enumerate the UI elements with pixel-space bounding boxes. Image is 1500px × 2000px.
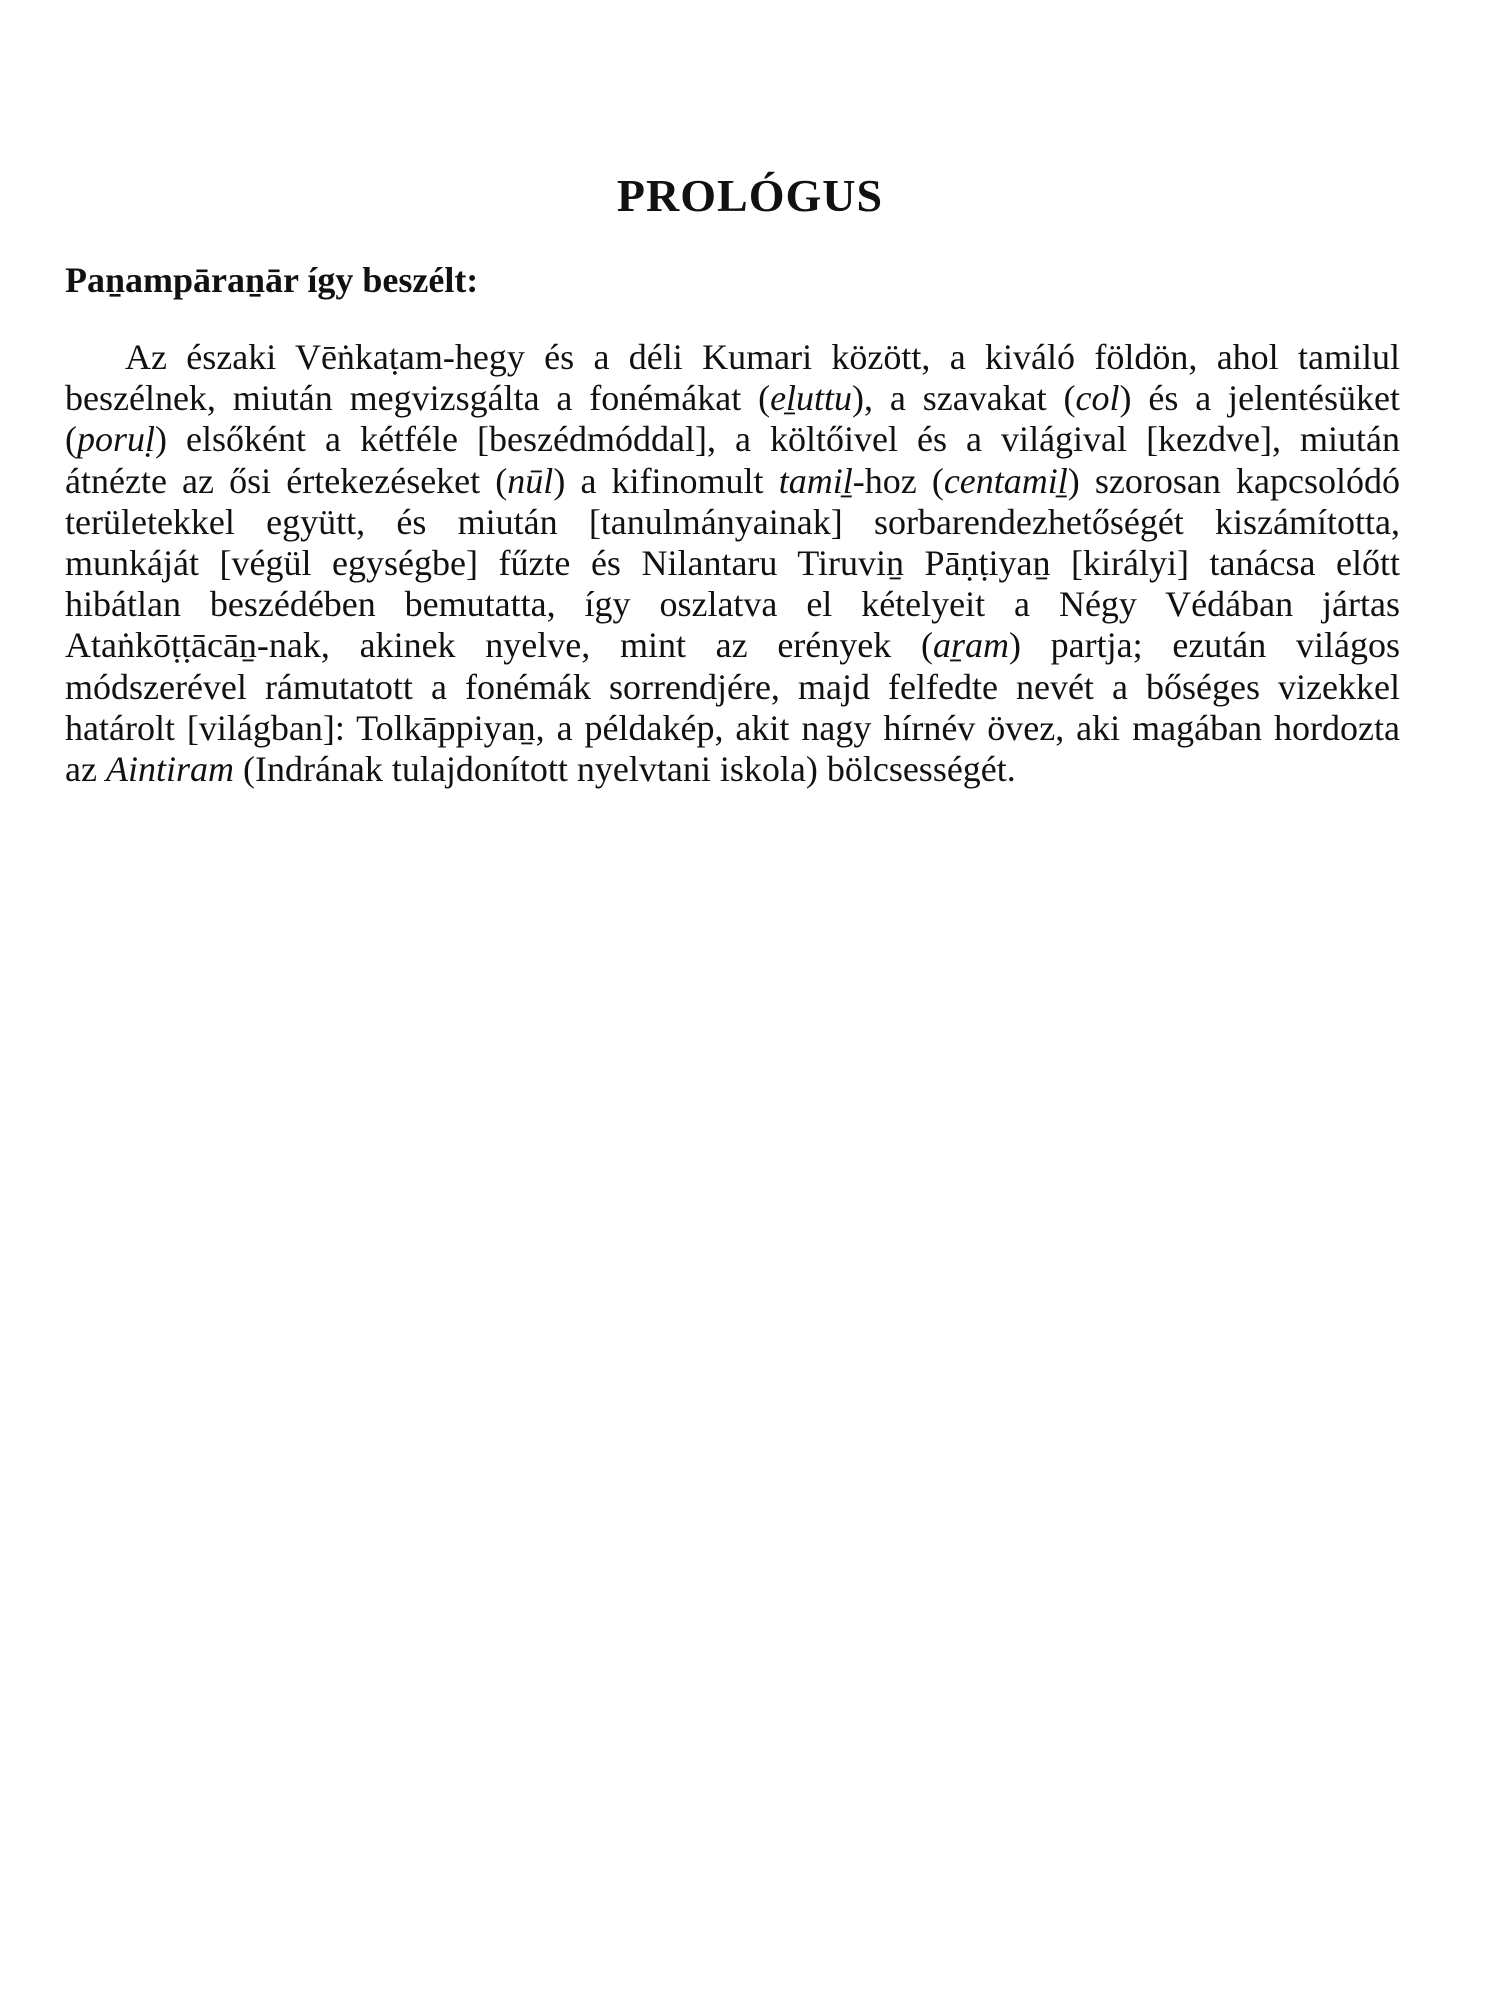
text-run: -hoz ( bbox=[852, 460, 944, 501]
text-run: ) elsőként a kétféle [beszédmóddal], a költőivel és a világival [kezdve], miután átnézte az ősi értekezéseket ( bbox=[65, 419, 1400, 501]
italic-term: Aintiram bbox=[105, 749, 234, 790]
page-title: PROLÓGUS bbox=[616, 170, 884, 221]
text-run: ) partja; ezután világos módszerével rámutatott a fonémák sorrendjére, majd felfedte nevét a bőséges vizekkel határolt [világban]: Tolkāppiyaṉ, a példakép, akit nagy hírnév övez, aki magában hordozta az bbox=[65, 625, 1400, 790]
text-run: ), a szavakat ( bbox=[852, 378, 1076, 419]
text-run: Az északi Vēṅkaṭam-hegy és a déli Kumari között, a kiváló földön, ahol tamilul beszélnek, miután megvizsgálta a fonémákat ( bbox=[65, 337, 1400, 419]
italic-term: nūl bbox=[507, 460, 554, 501]
italic-term: tamiḻ bbox=[778, 460, 853, 501]
italic-term: eḻuttu bbox=[770, 378, 853, 419]
text-run: ) szorosan kapcsolódó területekkel együtt, és miután [tanulmányainak] sorbarendezhetőségét kiszámította, munkáját [végül egységbe] fűzte és Nilantaru Tiruviṉ Pāṇṭiyaṉ [királyi] tanácsa előtt hibátlan beszédében bemutatta, így oszlatva el kételyeit a Négy Védában jártas Ataṅkōṭṭācāṉ-nak, akinek nyelve, mint az erények ( bbox=[65, 460, 1400, 666]
speaker-heading: Paṉampāraṉār így beszélt: bbox=[65, 260, 479, 300]
italic-term: centamiḻ bbox=[943, 460, 1068, 501]
italic-term: col bbox=[1075, 378, 1120, 419]
text-run: (Indrának tulajdonított nyelvtani iskola) bölcsességét. bbox=[233, 749, 1016, 790]
italic-term: poruḷ bbox=[77, 419, 156, 460]
body-paragraph bbox=[65, 337, 1400, 790]
text-run: ) és a jelentésüket ( bbox=[65, 378, 1400, 460]
italic-term: aṟam bbox=[932, 625, 1009, 666]
text-run: ) a kifinomult bbox=[553, 460, 779, 501]
